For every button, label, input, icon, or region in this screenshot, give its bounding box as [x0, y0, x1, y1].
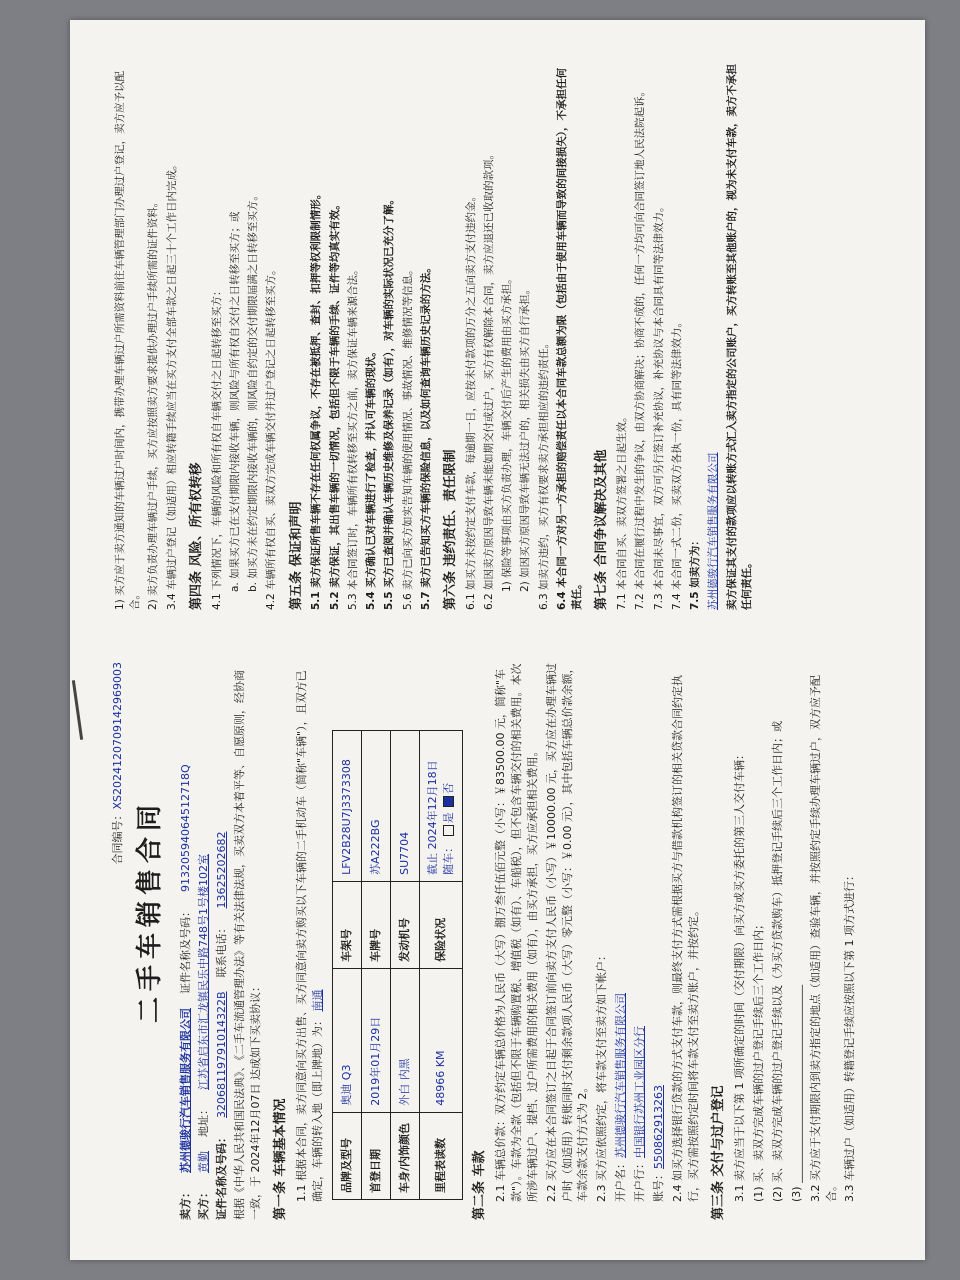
clause-4-1-b: b. 如买方未在约定期限内接收车辆的，则风险自约定的交付期限届满之日转移至买方。 [247, 190, 260, 592]
clause-7-1: 7.1 本合同自买、卖双方签署之日起生效。 [616, 411, 629, 610]
account-name-label: 开户名： [614, 1158, 628, 1202]
checkbox-no-icon[interactable] [443, 796, 454, 807]
clause-7-4: 7.4 本合同一式二份，买卖双方各执一份，具有同等法律效力。 [670, 316, 683, 610]
article-2-4: 2.4 如买方选择银行贷款的方式支付车款，则最终支付方式需根据买方与借款机构签订的相关贷款合同约定执行，买方需按照约定时间将车款支付至卖方账户，并按约定。 [671, 675, 701, 1202]
registration-place: 南通 [311, 989, 325, 1012]
article-2-title: 第二条 车款 [471, 1150, 487, 1220]
buyer-label: 买方： [196, 1187, 210, 1220]
clause-3-4: 3.4 车辆过户登记（如适用）相应转籍手续应当在买方支付全部车款之日起三十个工作日内完成。 [165, 159, 178, 610]
cell-plate: 苏A222BG [362, 731, 391, 882]
checkbox-yes-icon[interactable] [443, 825, 454, 836]
clause-7-5: 7.5 如卖方为： [689, 535, 702, 610]
account-no: 550862913263 [652, 1085, 666, 1169]
clause-7-5-company: 苏州德骏行汽车销售服务有限公司 [707, 452, 720, 610]
seller-phone: 13625202682 [214, 831, 228, 909]
buyer-cert-label: 证件名称及号码： [214, 1132, 228, 1220]
clause-6-1: 6.1 如买方未按约定支付车款，每逾期一日，应按未付款项的万分之五向卖方支付违约金。 [464, 190, 477, 610]
cell-insurance [420, 731, 463, 882]
cell-brand-label: 品牌及型号 [333, 1112, 362, 1199]
account-name-row [613, 662, 629, 1220]
article-4-title: 第四条 风险、所有权转移 [188, 462, 204, 610]
article-1-title: 第一条 车辆基本情况 [273, 1098, 289, 1220]
contract-title: 二手车销售合同 [134, 799, 165, 1024]
article-3-3: 3.3 车辆过户（如适用）转籍登记手续应按照以下第 1 项方式进行： [843, 870, 857, 1202]
clause-6-2-1: 1) 保险等事项由买方负责办理，车辆交付后产生的费用由买方承担。 [501, 273, 514, 592]
cell-insurance-label: 保险状况 [420, 881, 463, 968]
checkbox-yes-label: 是 [441, 812, 455, 824]
cell-plate-label: 车牌号 [362, 881, 391, 968]
cell-brand: 奥迪 Q3 [333, 968, 362, 1112]
insurance-date: 截止 2024年12月18日 [426, 760, 440, 875]
contract-no-label: 合同编号： [111, 809, 124, 865]
seller-cert-no: 91320594064512718Q [178, 764, 192, 892]
clause-6-3: 6.3 如卖方违约，买方有权要求卖方承担相应的违约责任。 [537, 337, 550, 610]
cell-color: 外白 内黑 [391, 968, 420, 1112]
clause-6-4: 6.4 本合同一方对另一方承担的赔偿责任以本合同车款总额为限（包括由于使用车辆而导致的间接损失），不承担任何责任。 [555, 67, 584, 610]
clause-6-2-2: 2) 如因买方原因导致车辆无法过户的，相关损失由买方自行承担。 [519, 283, 532, 592]
vehicle-table [332, 730, 463, 1200]
account-name: 苏州德骏行汽车销售服务有限公司 [614, 993, 628, 1158]
cell-vin-label: 车架号 [333, 881, 362, 968]
clause-3-3-1: 1) 买方应于卖方通知的车辆过户时间内，携带办理车辆过户所需资料前往车辆管理部门办理过户登记，卖方应予以配合。 [114, 70, 142, 610]
bank-name: 中国银行苏州工业园区分行 [633, 1026, 647, 1158]
seller-address: 江苏省启东市汇龙镇民乐中路748号1号楼102室 [196, 854, 210, 1090]
clause-4-1-a: a. 如果买方已在支付期限内接收车辆，则风险与所有权自交付之日转移至买方；或 [228, 211, 241, 592]
right-column [70, 30, 925, 630]
table-row [391, 731, 420, 1200]
article-2-1: 2.1 车辆总价款：双方约定车辆总价格为人民币（大写）捌万叁仟伍佰元整（小写：￥83500.00 元，简称"车款"）。车款为全款（包括但不限于车辆购置税、增值税（如有）、车船税），但不包含车辆交付的相关费用。本次所涉车辆过户、提档、过户所需费用的相关费用（如有），由买方承担，买方应承担相关费用。 [493, 663, 539, 1202]
article-3-1-option-3: (3) ____________________________________ [789, 984, 803, 1202]
cell-odometer: 48966 KM [420, 968, 463, 1112]
seller-row [178, 662, 194, 1220]
clause-3-3-2: 2) 卖方负责办理车辆过户手续，买方应按照卖方要求提供办理过户手续所需的证件资料。 [147, 196, 160, 610]
left-column [70, 640, 925, 1260]
seller-name: 苏州德骏行汽车销售服务有限公司 [178, 1008, 192, 1173]
clause-5-1: 5.1 卖方保证所售车辆不存在任何权属争议，不存在被抵押、查封、扣押等权利限制情形。 [310, 188, 323, 610]
clause-7-5-note: 卖方保证其支付的款项应以转账方式汇入卖方指定的公司账户，买方转账至其他账户的，视为未支付车款，卖方不承担任何责任。 [725, 64, 753, 610]
article-6-title: 第六条 违约责任、责任限制 [442, 449, 458, 610]
buyer-cert-no: 32068119791014322B [214, 991, 228, 1118]
clause-7-2: 7.2 本合同在履行过程中发生的争议，由双方协商解决；协商不成的，任何一方均可向合同签订地人民法院起诉。 [634, 85, 647, 610]
article-3-title: 第三条 交付与过户登记 [711, 1085, 726, 1220]
clause-5-6: 5.6 卖方已向买方如实告知车辆的使用情况、事故情况、维修情况等信息。 [401, 264, 414, 610]
clause-4-1: 4.1 下列情况下，车辆的风险和所有权自车辆交付之日起转移至买方： [210, 285, 223, 610]
cell-vin: LFV2B28U7J3373308 [333, 731, 362, 882]
article-2-3: 2.3 买方应依照约定，将车款支付至卖方如下帐户： [595, 950, 609, 1202]
contract-number-row [110, 662, 126, 1220]
seller-phone-label: 联系电话： [214, 922, 228, 978]
article-5-title: 第五条 保证和声明 [288, 501, 304, 610]
buyer-row [196, 662, 212, 1220]
article-3-1: 3.1 卖方应当于以下第 1 项所确定的时间（交付期限）向买方或买方委托的第三人交付车辆： [732, 749, 746, 1202]
bank-label: 开户行： [633, 1158, 647, 1202]
table-row [333, 731, 362, 1200]
buyer-cert-row [214, 662, 230, 1220]
account-no-row [651, 662, 667, 1220]
article-1-1 [294, 662, 326, 1220]
article-2-2: 2.2 买方应在本合同签订之日起于合同签订前向卖方支付人民币（小写）￥10000.00 元，买方应在办理车辆过户时（如适用）转账同时支付剩余款项人民币（大写）零元整（小写：￥0.00 元），其中包括车辆总价款余额，车款余款支付方式为 2。 [544, 662, 590, 1202]
clause-5-3: 5.3 本合同签订时，车辆所有权转移至买方之前，卖方保证车辆来源合法。 [346, 264, 359, 610]
bank-row [632, 662, 648, 1220]
clause-6-2: 6.2 如因卖方原因导致车辆未能如期交付或过户，买方有权解除本合同，卖方应退还已收取的款项。 [483, 148, 496, 610]
clause-5-7: 5.7 卖方已告知买方车辆的保险信息，以及如何查询车辆历史记录的方法。 [419, 262, 432, 610]
cell-engine: SU7704 [391, 731, 420, 882]
cell-color-label: 车身/内饰颜色 [391, 1112, 420, 1199]
clause-4-2: 4.2 车辆所有权自买、卖双方完成车辆交付并过户登记之日起转移至买方。 [265, 264, 278, 610]
cell-reg-date: 2019年01月29日 [362, 968, 391, 1112]
insurance-with-car-label: 随车： [441, 841, 455, 875]
article-7-title: 第七条 合同争议解决及其他 [594, 449, 610, 610]
clause-7-3: 7.3 本合同未尽事宜，双方可另行签订补充协议，补充协议与本合同具有同等法律效力。 [652, 201, 665, 610]
cell-reg-date-label: 首登日期 [362, 1112, 391, 1199]
account-no-label: 账号： [652, 1169, 666, 1202]
cell-engine-label: 发动机号 [391, 881, 420, 968]
clause-5-2: 5.2 卖方保证，其出售车辆的一切情况，包括但不限于车辆的手续、证件等均真实有效。 [328, 199, 341, 610]
intro-paragraph: 根据《中华人民共和国民法典》、《二手车流通管理办法》等有关法律法规，买卖双方本着平等、自愿原则，经协商一致，于 2024年12月07日 达成如下买卖协议： [233, 670, 263, 1220]
article-1-1-text: 1.1 根据本合同，卖方同意向买方出售、买方同意向卖方购买以下车辆的二手机动车（简称"车辆"），且双方已确定，车辆的转入地（即上牌地）为： [295, 670, 325, 1202]
seller-cert-label: 证件名称及号码： [178, 906, 192, 994]
article-3-1-option-2: (2) 买、卖双方完成车辆的过户登记手续以及（为买方贷款购车）抵押登记手续后三个工作日内；或 [770, 720, 784, 1202]
article-3-1-option-1: (1) 买、卖双方完成车辆的过户登记手续后三个工作日内； [751, 918, 765, 1202]
table-row [420, 731, 463, 1200]
table-row [362, 731, 391, 1200]
contract-page [70, 20, 925, 1260]
clause-5-4: 5.4 买方确认已对车辆进行了检查，并认可车辆的现状。 [365, 346, 378, 610]
clause-5-5: 5.5 买方已查阅并确认车辆历史维修及保养记录（如有），对车辆的实际状况已充分了解。 [383, 193, 396, 610]
seller-address-label: 地址： [196, 1104, 210, 1137]
cell-odometer-label: 里程表读数 [420, 1112, 463, 1199]
contract-no: XS2024120709142969003 [111, 662, 124, 810]
article-3-2: 3.2 买方应于支付期限内到卖方指定的地点（如适用）查验车辆，并按照约定手续办理车辆过户，双方应予配合。 [808, 675, 838, 1202]
checkbox-no-label: 否 [441, 782, 455, 794]
seller-label: 卖方： [178, 1187, 192, 1220]
buyer-name: 黄勤 [196, 1151, 210, 1173]
